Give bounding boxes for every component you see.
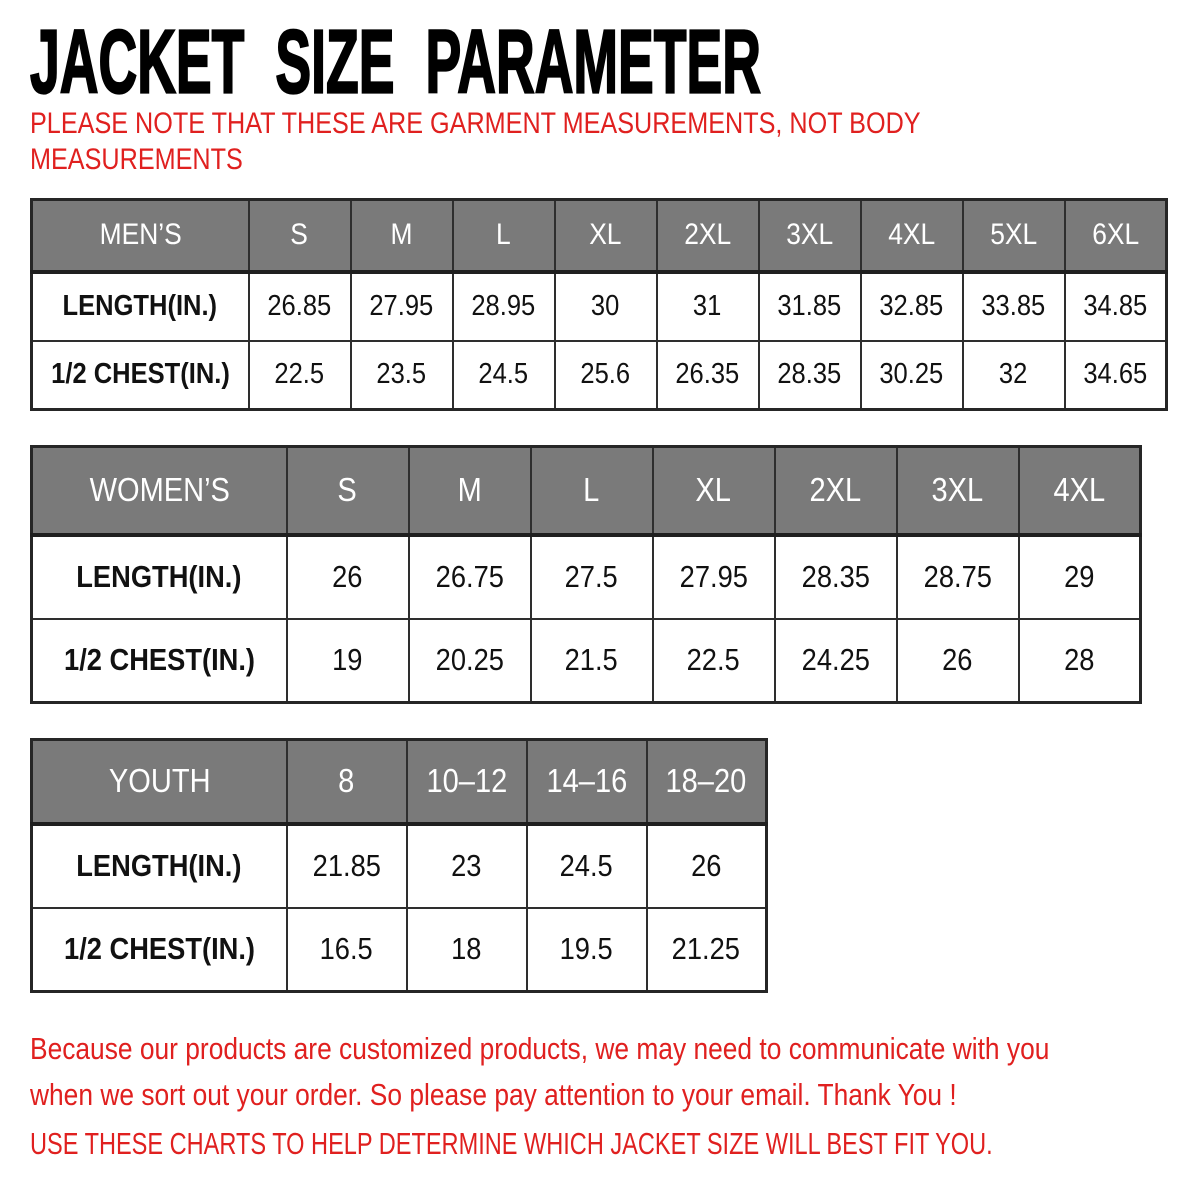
mens-length-value: 31 bbox=[657, 272, 759, 341]
womens-size-header: 3XL bbox=[897, 447, 1019, 535]
mens-chest-value: 24.5 bbox=[453, 341, 555, 410]
mens-length-value: 33.85 bbox=[963, 272, 1065, 341]
womens-chest-value: 21.5 bbox=[531, 619, 653, 703]
youth-size-header: 18–20 bbox=[647, 740, 767, 824]
womens-size-table bbox=[30, 445, 1142, 704]
youth-length-value: 26 bbox=[647, 824, 767, 908]
mens-length-value: 31.85 bbox=[759, 272, 861, 341]
footer-line-2: when we sort out your order. So please pay attention to your email. Thank You ! bbox=[30, 1077, 957, 1112]
mens-table-title: MEN’S bbox=[32, 200, 249, 272]
mens-length-value: 26.85 bbox=[249, 272, 351, 341]
mens-chest-value: 34.65 bbox=[1065, 341, 1167, 410]
womens-length-value: 29 bbox=[1019, 535, 1141, 619]
note-line-1: PLEASE NOTE THAT THESE ARE GARMENT MEASUREMENTS, NOT BODY bbox=[30, 107, 921, 140]
womens-chest-value: 22.5 bbox=[653, 619, 775, 703]
mens-size-header: 2XL bbox=[657, 200, 759, 272]
womens-size-header: 4XL bbox=[1019, 447, 1141, 535]
row-label: LENGTH(IN.) bbox=[32, 535, 287, 619]
womens-length-value: 28.75 bbox=[897, 535, 1019, 619]
note-line-2: MEASUREMENTS bbox=[30, 143, 243, 176]
mens-header-row bbox=[32, 200, 1167, 272]
mens-size-header: 6XL bbox=[1065, 200, 1167, 272]
youth-chest-value: 16.5 bbox=[287, 908, 407, 992]
mens-length-value: 32.85 bbox=[861, 272, 963, 341]
youth-size-header: 8 bbox=[287, 740, 407, 824]
womens-chest-value: 26 bbox=[897, 619, 1019, 703]
womens-size-header: M bbox=[409, 447, 531, 535]
womens-header-row bbox=[32, 447, 1141, 535]
womens-size-header: 2XL bbox=[775, 447, 897, 535]
footer-line-1: Because our products are customized products, we may need to communicate with you bbox=[30, 1031, 1050, 1066]
youth-table-title: YOUTH bbox=[32, 740, 287, 824]
womens-chest-row bbox=[32, 619, 1141, 703]
mens-size-header: M bbox=[351, 200, 453, 272]
womens-length-value: 27.95 bbox=[653, 535, 775, 619]
mens-size-header: 4XL bbox=[861, 200, 963, 272]
youth-length-row bbox=[32, 824, 767, 908]
youth-size-header: 10–12 bbox=[407, 740, 527, 824]
womens-length-value: 26.75 bbox=[409, 535, 531, 619]
mens-length-value: 30 bbox=[555, 272, 657, 341]
mens-size-table bbox=[30, 198, 1168, 411]
mens-length-row bbox=[32, 272, 1167, 341]
mens-chest-value: 28.35 bbox=[759, 341, 861, 410]
mens-length-value: 34.85 bbox=[1065, 272, 1167, 341]
row-label: 1/2 CHEST(IN.) bbox=[32, 908, 287, 992]
womens-length-value: 28.35 bbox=[775, 535, 897, 619]
mens-chest-value: 30.25 bbox=[861, 341, 963, 410]
mens-chest-row bbox=[32, 341, 1167, 410]
womens-chest-value: 28 bbox=[1019, 619, 1141, 703]
youth-size-table bbox=[30, 738, 768, 993]
youth-header-row bbox=[32, 740, 767, 824]
row-label: 1/2 CHEST(IN.) bbox=[32, 619, 287, 703]
footer-note-text: USE THESE CHARTS TO HELP DETERMINE WHICH JACKET SIZE WILL BEST FIT YOU. bbox=[30, 1126, 993, 1161]
mens-size-header: S bbox=[249, 200, 351, 272]
womens-chest-value: 24.25 bbox=[775, 619, 897, 703]
mens-size-header: 5XL bbox=[963, 200, 1065, 272]
womens-size-header: S bbox=[287, 447, 409, 535]
womens-table-title: WOMEN’S bbox=[32, 447, 287, 535]
mens-chest-value: 22.5 bbox=[249, 341, 351, 410]
mens-length-value: 28.95 bbox=[453, 272, 555, 341]
womens-size-header: L bbox=[531, 447, 653, 535]
womens-length-value: 26 bbox=[287, 535, 409, 619]
row-label: 1/2 CHEST(IN.) bbox=[32, 341, 249, 410]
mens-chest-value: 26.35 bbox=[657, 341, 759, 410]
youth-size-header: 14–16 bbox=[527, 740, 647, 824]
youth-chest-value: 18 bbox=[407, 908, 527, 992]
mens-chest-value: 25.6 bbox=[555, 341, 657, 410]
mens-length-value: 27.95 bbox=[351, 272, 453, 341]
youth-length-value: 23 bbox=[407, 824, 527, 908]
row-label: LENGTH(IN.) bbox=[32, 824, 287, 908]
womens-length-row bbox=[32, 535, 1141, 619]
mens-chest-value: 32 bbox=[963, 341, 1065, 410]
row-label: LENGTH(IN.) bbox=[32, 272, 249, 341]
womens-chest-value: 19 bbox=[287, 619, 409, 703]
youth-chest-value: 21.25 bbox=[647, 908, 767, 992]
garment-measurement-note bbox=[30, 106, 1090, 178]
womens-length-value: 27.5 bbox=[531, 535, 653, 619]
youth-chest-row bbox=[32, 908, 767, 992]
mens-size-header: 3XL bbox=[759, 200, 861, 272]
customization-notice bbox=[30, 1026, 1200, 1118]
mens-size-header: L bbox=[453, 200, 555, 272]
youth-length-value: 24.5 bbox=[527, 824, 647, 908]
youth-chest-value: 19.5 bbox=[527, 908, 647, 992]
womens-chest-value: 20.25 bbox=[409, 619, 531, 703]
womens-size-header: XL bbox=[653, 447, 775, 535]
mens-size-header: XL bbox=[555, 200, 657, 272]
page-title: JACKET SIZE PARAMETER bbox=[30, 11, 762, 112]
youth-length-value: 21.85 bbox=[287, 824, 407, 908]
chart-usage-note bbox=[30, 1126, 1200, 1162]
mens-chest-value: 23.5 bbox=[351, 341, 453, 410]
